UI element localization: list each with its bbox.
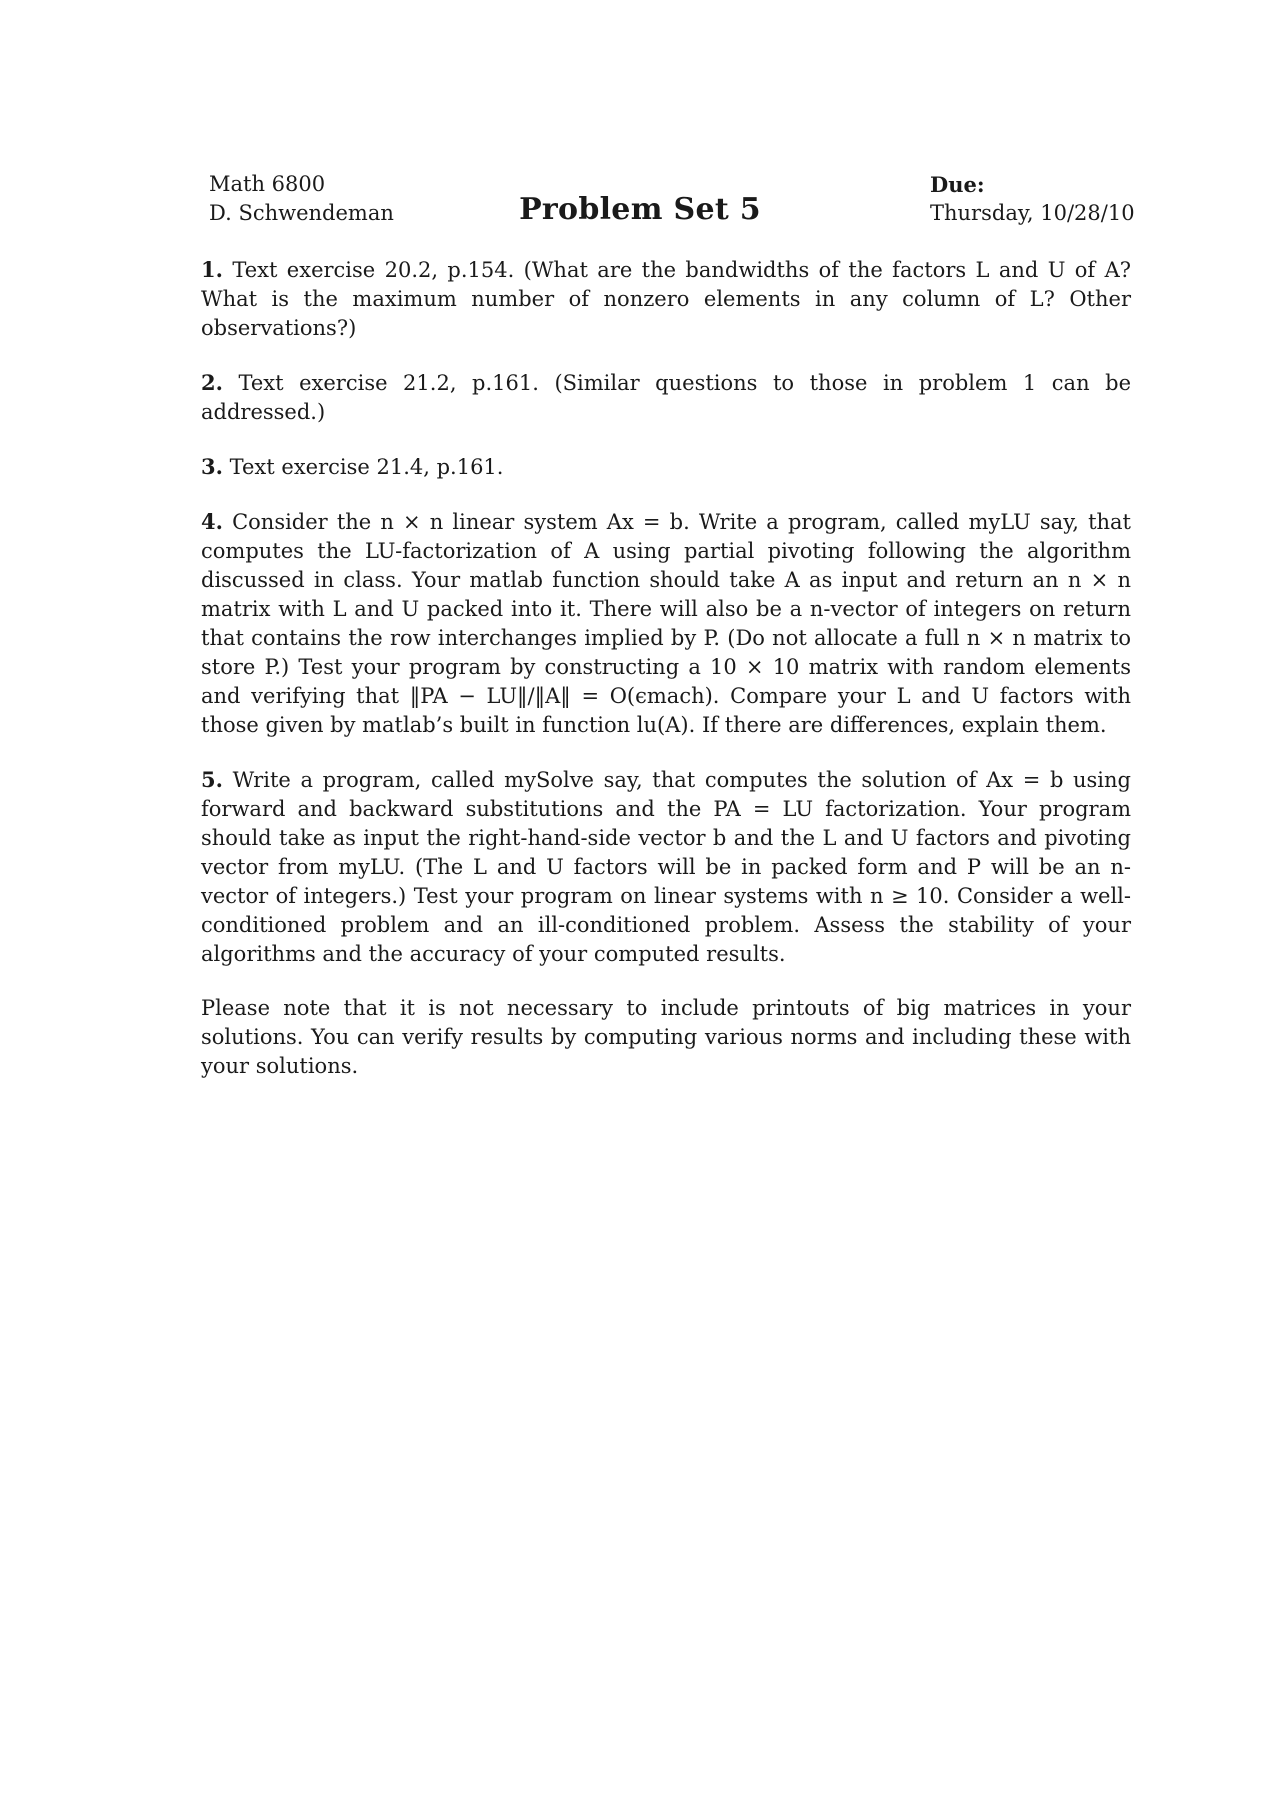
problem-text: Text exercise 21.2, p.161. (Similar questions to those in problem 1 can be addressed.) (201, 371, 1131, 424)
due-date: Thursday, 10/28/10 (930, 201, 1135, 225)
closing-note: Please note that it is not necessary to include printouts of big matrices in your solutions. You can verify results by computing various norms and including these with your solutions. (201, 996, 1131, 1078)
problem-text: Text exercise 20.2, p.154. (What are the bandwidths of the factors L and U of A? What is the maximum number of nonzero elements in any column of L? Other observations?) (201, 258, 1131, 340)
problem-number: 5. (201, 767, 223, 792)
problem-number: 3. (201, 454, 223, 479)
due-info (930, 170, 1135, 228)
course-name: Math 6800 (209, 172, 326, 196)
problem-number: 2. (201, 370, 223, 395)
page-title: Problem Set 5 (519, 192, 761, 227)
instructor-name: D. Schwendeman (209, 201, 394, 225)
due-label: Due: (930, 172, 985, 197)
problem-1 (201, 255, 1131, 343)
problem-4 (201, 507, 1131, 740)
problem-text: Text exercise 21.4, p.161. (229, 455, 504, 479)
problem-text: Consider the n × n linear system Ax = b. Write a program, called myLU say, that computes the LU-factorization of A using partial pivoting following the algorithm discussed in class. Your matlab function should take A as input and return an n × n matrix with L and U packed into it. There will also be a n-vector of integers on return that contains the row interchanges implied by P. (Do not allocate a full n × n matrix to store P.) Test your program by constructing a 10 × 10 matrix with random elements and verifying that ‖PA − LU‖/‖A‖ = O(ϵmach). Compare your L and U factors with those given by matlab’s built in function lu(A). If there are differences, explain them. (201, 510, 1131, 737)
problem-3 (201, 452, 1131, 482)
problem-2 (201, 368, 1131, 427)
problem-text: Write a program, called mySolve say, that computes the solution of Ax = b using forward and backward substitutions and the PA = LU factorization. Your program should take as input the right-hand-side vector b and the L and U factors and pivoting vector from myLU. (The L and U factors will be in packed form and P will be an n-vector of integers.) Test your program on linear systems with n ≥ 10. Consider a well-conditioned problem and an ill-conditioned problem. Assess the stability of your algorithms and the accuracy of your computed results. (201, 768, 1131, 966)
problem-number: 4. (201, 509, 223, 534)
problem-list (201, 255, 1131, 1081)
problem-5 (201, 765, 1131, 969)
problem-number: 1. (201, 257, 223, 282)
